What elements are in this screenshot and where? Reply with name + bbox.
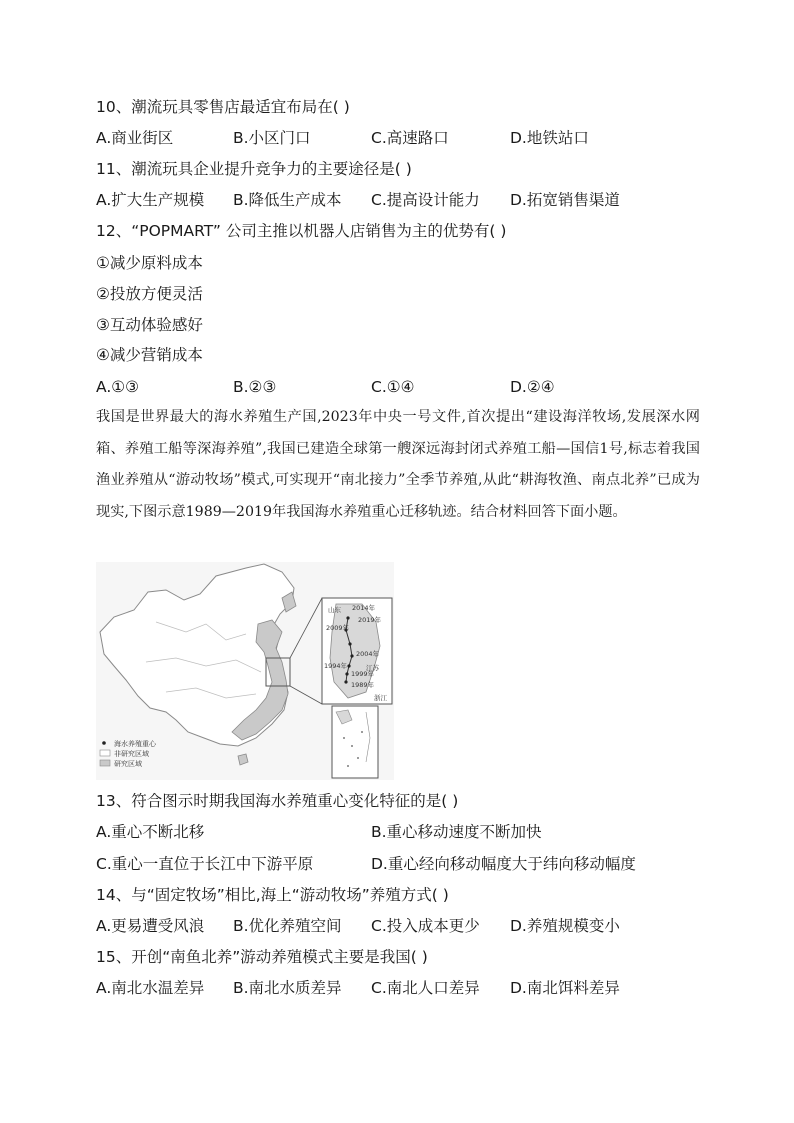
inset-label-zhejiang: 浙江 xyxy=(374,694,387,702)
question-15-stem: 15、开创“南鱼北养”游动养殖模式主要是我国( ) xyxy=(96,948,428,966)
q13-option-c: C.重心一直位于长江中下游平原 xyxy=(96,855,314,873)
q12-statement-1: ①减少原料成本 xyxy=(96,254,203,272)
legend-center: 海水养殖重心 xyxy=(114,740,156,748)
inset-label-jiangsu: 江苏 xyxy=(366,664,379,672)
inset-label-2009: 2009年 xyxy=(326,624,350,632)
q15-option-b: B.南北水质差异 xyxy=(233,979,342,997)
inset-label-1989: 1989年 xyxy=(351,681,375,689)
q10-option-c: C.高速路口 xyxy=(371,129,449,147)
inset-label-2019: 2019年 xyxy=(358,616,382,624)
q12-option-d: D.②④ xyxy=(510,378,555,396)
q12-option-b: B.②③ xyxy=(233,378,277,396)
q11-option-d: D.拓宽销售渠道 xyxy=(510,191,620,209)
aquaculture-center-map xyxy=(96,562,394,780)
q11-option-b: B.降低生产成本 xyxy=(233,191,342,209)
reading-passage: 我国是世界最大的海水养殖生产国,2023年中央一号文件,首次提出“建设海洋牧场,发展深水网箱、养殖工船等深海养殖”,我国已建造全球第一艘深远海封闭式养殖工船—国信1号,标志着我国渔业养殖从“游动牧场”模式,可实现开“南北接力”全季节养殖,从此“耕海牧渔、南点北养”已成为现实,下图示意1989—2019年我国海水养殖重心迁移轨迹。结合材料回答下面小题。 xyxy=(96,409,700,520)
q13-option-b: B.重心移动速度不断加快 xyxy=(371,823,542,841)
q14-option-b: B.优化养殖空间 xyxy=(233,917,342,935)
q12-option-c: C.①④ xyxy=(371,378,415,396)
inset-label-1999: 1999年 xyxy=(351,670,375,678)
legend-study: 研究区域 xyxy=(114,760,142,768)
q11-option-a: A.扩大生产规模 xyxy=(96,191,205,209)
q13-option-a: A.重心不断北移 xyxy=(96,823,205,841)
q11-option-c: C.提高设计能力 xyxy=(371,191,480,209)
q10-option-b: B.小区门口 xyxy=(233,129,311,147)
legend-non-study: 非研究区域 xyxy=(114,750,149,758)
q12-statement-4: ④减少营销成本 xyxy=(96,346,203,364)
q12-statement-2: ②投放方便灵活 xyxy=(96,285,203,303)
q15-option-a: A.南北水温差异 xyxy=(96,979,205,997)
question-11-stem: 11、潮流玩具企业提升竞争力的主要途径是( ) xyxy=(96,160,412,178)
question-12-stem: 12、“POPMART” 公司主推以机器人店销售为主的优势有( ) xyxy=(96,222,507,240)
question-10-stem: 10、潮流玩具零售店最适宜布局在( ) xyxy=(96,98,350,116)
q14-option-d: D.养殖规模变小 xyxy=(510,917,620,935)
inset-label-1994: 1994年 xyxy=(324,662,348,670)
question-13-stem: 13、符合图示时期我国海水养殖重心变化特征的是( ) xyxy=(96,792,459,810)
q14-option-a: A.更易遭受风浪 xyxy=(96,917,205,935)
q13-option-d: D.重心经向移动幅度大于纬向移动幅度 xyxy=(371,855,636,873)
inset-label-2014: 2014年 xyxy=(352,604,376,612)
inset-label-2004: 2004年 xyxy=(356,650,380,658)
q10-option-d: D.地铁站口 xyxy=(510,129,589,147)
q10-option-a: A.商业街区 xyxy=(96,129,174,147)
q12-statement-3: ③互动体验感好 xyxy=(96,316,203,334)
inset-label-shandong: 山东 xyxy=(328,606,341,614)
q15-option-c: C.南北人口差异 xyxy=(371,979,480,997)
q15-option-d: D.南北饵料差异 xyxy=(510,979,620,997)
q14-option-c: C.投入成本更少 xyxy=(371,917,480,935)
q12-option-a: A.①③ xyxy=(96,378,140,396)
question-14-stem: 14、与“固定牧场”相比,海上“游动牧场”养殖方式( ) xyxy=(96,886,449,904)
